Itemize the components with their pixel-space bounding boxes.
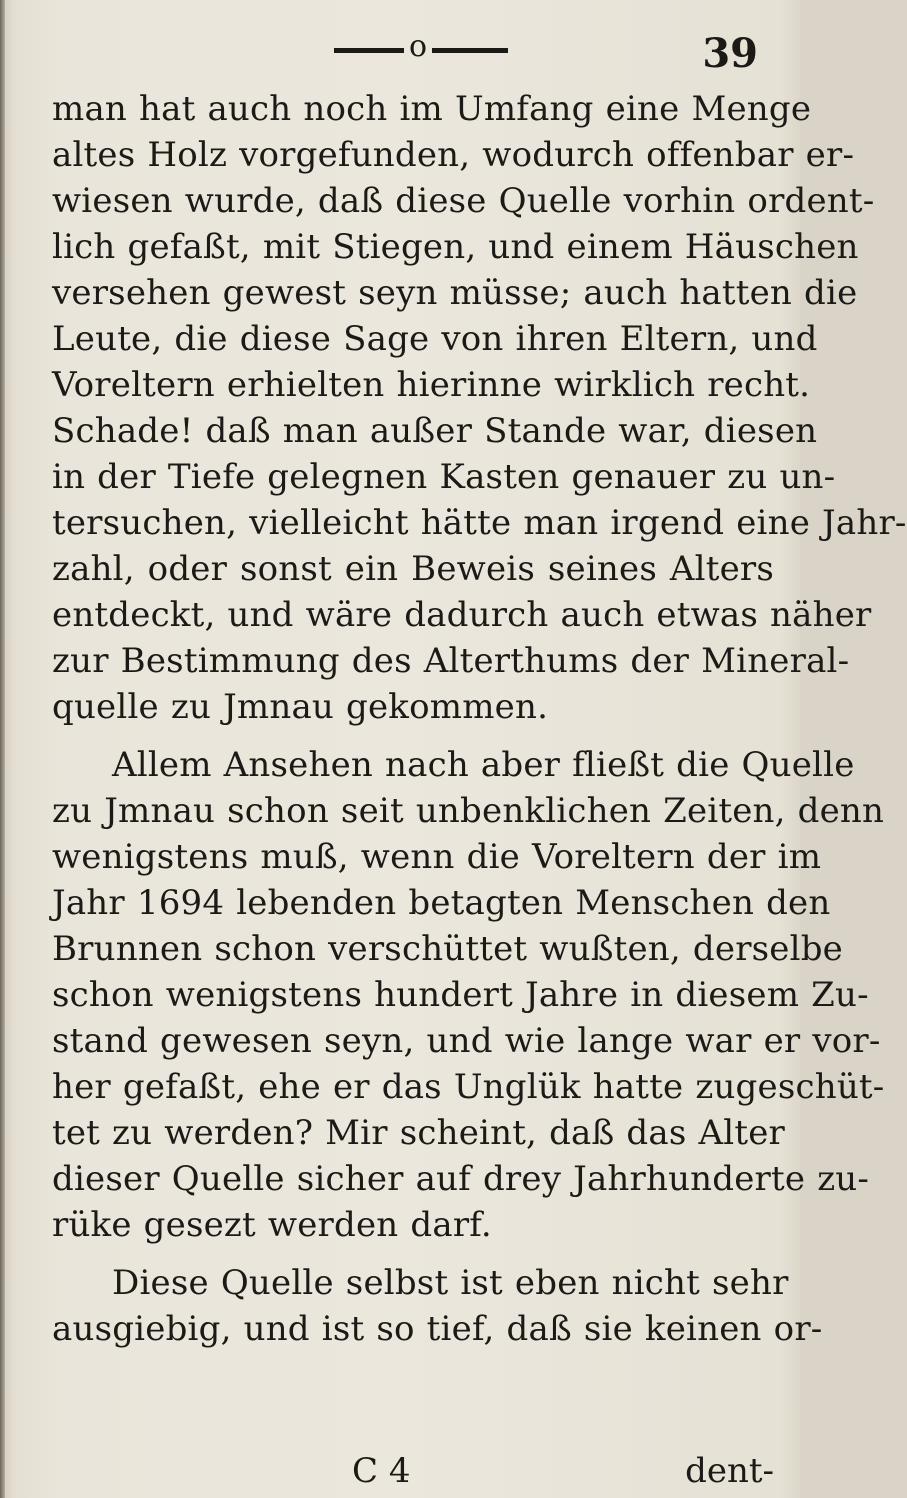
text-line: zahl, oder sonst ein Beweis seines Alters	[52, 549, 774, 589]
text-line: ausgiebig, und ist so tief, daß sie keinen or-	[52, 1309, 823, 1349]
text-line: zu Jmnau schon seit unbenklichen Zeiten, denn	[52, 791, 885, 831]
paragraph-gap	[52, 1248, 774, 1260]
text-line: Schade! daß man außer Stande war, diesen	[52, 411, 818, 451]
page-header	[0, 20, 800, 76]
text-line: Leute, die diese Sage von ihren Eltern, und	[52, 319, 818, 359]
paragraph-gap	[52, 730, 774, 742]
text-line: entdeckt, und wäre dadurch auch etwas näher	[52, 595, 872, 635]
text-line: schon wenigstens hundert Jahre in diesem Zu-	[52, 975, 869, 1015]
header-rule-right	[432, 48, 508, 53]
paragraph-1	[52, 86, 907, 730]
page-number: 39	[702, 30, 758, 77]
catchword: dent-	[685, 1451, 774, 1491]
text-line: dieser Quelle sicher auf drey Jahrhunderte zu-	[52, 1159, 870, 1199]
text-line: wiesen wurde, daß diese Quelle vorhin ordent-	[52, 181, 875, 221]
paragraph-3	[52, 1260, 823, 1352]
text-line: tet zu werden? Mir scheint, daß das Alter	[52, 1113, 785, 1153]
text-line: Brunnen schon verschüttet wußten, derselbe	[52, 929, 843, 969]
signature-mark: C 4	[352, 1451, 411, 1491]
text-line: versehen gewest seyn müsse; auch hatten die	[52, 273, 858, 313]
text-line: rüke gesezt werden darf.	[52, 1205, 492, 1245]
text-line: zur Bestimmung des Alterthums der Mineral-	[52, 641, 850, 681]
text-line: Jahr 1694 lebenden betagten Menschen den	[52, 883, 831, 923]
header-ornament-icon: o	[408, 29, 428, 64]
text-line: altes Holz vorgefunden, wodurch offenbar er-	[52, 135, 855, 175]
page-footer	[52, 1448, 774, 1494]
header-rule-left	[334, 48, 404, 53]
paragraph-2	[52, 742, 885, 1248]
text-line: Voreltern erhielten hierinne wirklich recht.	[52, 365, 811, 405]
text-line: lich gefaßt, mit Stiegen, und einem Häuschen	[52, 227, 859, 267]
text-line: man hat auch noch im Umfang eine Menge	[52, 89, 812, 129]
text-line: stand gewesen seyn, und wie lange war er vor-	[52, 1021, 881, 1061]
text-line: Diese Quelle selbst ist eben nicht sehr	[112, 1263, 789, 1303]
text-line: wenigstens muß, wenn die Voreltern der im	[52, 837, 822, 877]
text-line: her gefaßt, ehe er das Unglük hatte zugeschüt-	[52, 1067, 885, 1107]
text-line: quelle zu Jmnau gekommen.	[52, 687, 549, 727]
text-line: tersuchen, vielleicht hätte man irgend eine Jahr-	[52, 503, 907, 543]
text-line: in der Tiefe gelegnen Kasten genauer zu un-	[52, 457, 836, 497]
text-line: Allem Ansehen nach aber fließt die Quelle	[112, 745, 855, 785]
body-text	[52, 86, 907, 1352]
